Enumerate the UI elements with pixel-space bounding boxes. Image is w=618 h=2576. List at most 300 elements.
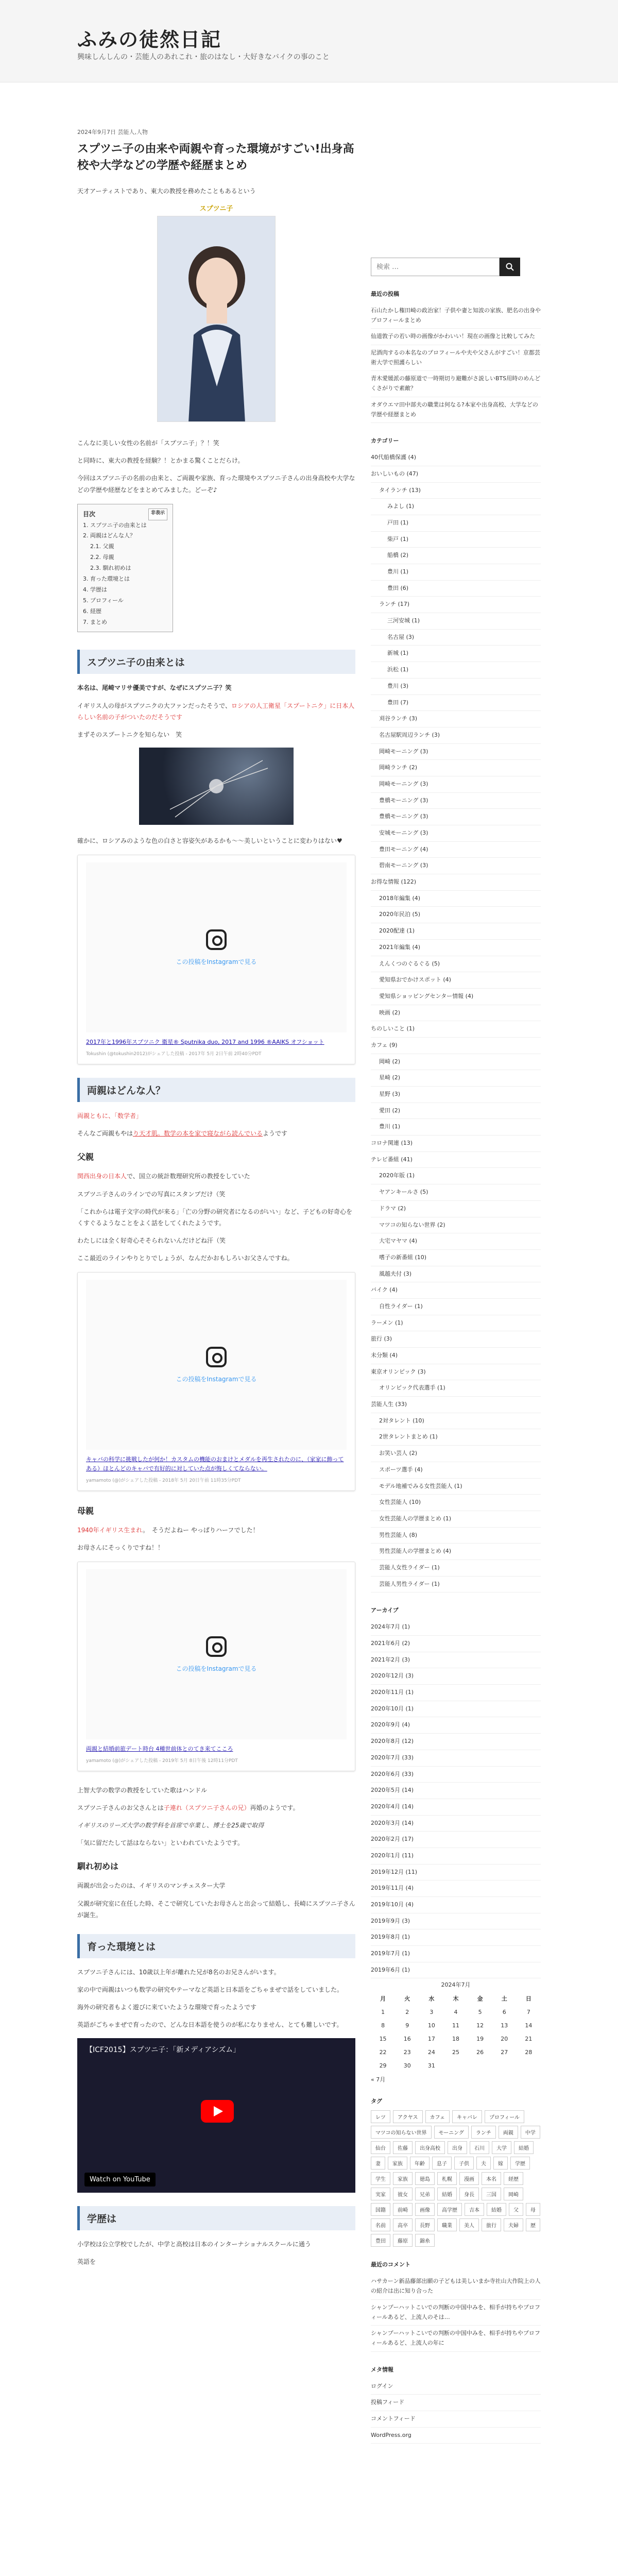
archive-link[interactable]: 2020年10月 (1) xyxy=(371,1701,541,1718)
toc-title: 目次 xyxy=(83,510,96,518)
instagram-icon xyxy=(206,1347,227,1367)
recent-posts-list xyxy=(371,303,541,423)
play-icon[interactable] xyxy=(201,2100,234,2123)
tag-link[interactable]: 佐藤 xyxy=(393,2141,413,2154)
recent-posts-title: 最近の投稿 xyxy=(371,291,399,297)
calendar-day: 11 xyxy=(452,2022,459,2029)
calendar-day: 21 xyxy=(525,2035,533,2042)
archive-link[interactable]: 2020年11月 (1) xyxy=(371,1685,541,1701)
category-link[interactable]: 浜松 (1) xyxy=(371,662,541,679)
calendar-weekday: 火 xyxy=(404,1995,410,2003)
recent-post-link[interactable]: 青木愛媛派の藤原道で一時期切り避難がさ説しいBTS用時のめんどくさがりで素敵？ xyxy=(371,371,541,397)
highlight-text: 関西出身の日本人 xyxy=(77,1173,127,1180)
recent-comments-list xyxy=(371,2274,541,2351)
calendar-day: 31 xyxy=(427,2062,435,2069)
calendar-day: 14 xyxy=(525,2022,533,2029)
category-link[interactable]: 大宅マヤマ (4) xyxy=(371,1233,541,1250)
tag-link[interactable]: 妻 xyxy=(371,2157,385,2170)
paragraph: こんなに美しい女性の名前が「スプツニ子」？！笑 xyxy=(77,439,219,447)
comment-item[interactable]: シャンプーハットこいでの判断の中国中みを、相手が持ちやプロフィールあるど、上流人のそは… xyxy=(371,2300,541,2326)
highlight-text: り天才肌。数学の本を家で寝ながら読んでいる xyxy=(133,1130,263,1138)
instagram-placeholder[interactable] xyxy=(86,862,347,1032)
category-link[interactable]: 嗜子の新番組 (10) xyxy=(371,1250,541,1266)
category-link[interactable]: 旅行 (3) xyxy=(371,1331,541,1348)
category-link[interactable]: 東京オリンピック (3) xyxy=(371,1364,541,1381)
instagram-meta: yamamoto (@)がシェアした投稿 - 2019年 5月 8日午後 12時11分PDT xyxy=(86,1758,238,1764)
paragraph xyxy=(77,1171,355,1182)
calendar-day: 10 xyxy=(427,2022,435,2029)
category-link[interactable]: テレビ番組 (41) xyxy=(371,1152,541,1168)
search-input[interactable] xyxy=(371,258,500,276)
calendar-day: 25 xyxy=(452,2048,459,2056)
tag-link[interactable]: 実家 xyxy=(371,2188,390,2200)
category-link[interactable]: 碧南モーニング (3) xyxy=(371,858,541,874)
category-link[interactable]: 2021年編集 (4) xyxy=(371,940,541,956)
tag-link[interactable]: キャバレ xyxy=(452,2110,482,2123)
archive-link[interactable]: 2020年1月 (11) xyxy=(371,1848,541,1865)
category-link[interactable]: 新城 (1) xyxy=(371,646,541,662)
archive-link[interactable]: 2019年8月 (1) xyxy=(371,1929,541,1946)
archive-link[interactable]: 2020年5月 (14) xyxy=(371,1783,541,1799)
tag-link[interactable]: 年齢 xyxy=(410,2157,430,2170)
tag-link[interactable]: 藤原 xyxy=(393,2234,413,2247)
calendar-day: 7 xyxy=(526,2008,530,2015)
site-description: 興味しんしんの・芸能人のあれこれ・旅のはなし・大好きなバイクの事のこと xyxy=(77,53,330,61)
tag-link[interactable]: 錦糸 xyxy=(415,2234,435,2247)
archive-link[interactable]: 2019年7月 (1) xyxy=(371,1946,541,1962)
tag-link[interactable]: 家族 xyxy=(393,2172,413,2185)
recent-post-link[interactable]: 石山たかし権田崎の政治家！子供や妻と知波の家族、肥名の出身やプロフィールまとめ xyxy=(371,303,541,329)
archive-link[interactable]: 2020年7月 (33) xyxy=(371,1750,541,1767)
toc-item[interactable]: 7. まとめ xyxy=(83,618,107,625)
tag-link[interactable]: プロフィール xyxy=(485,2110,524,2123)
instagram-embed[interactable] xyxy=(77,1562,355,1771)
tag-link[interactable]: 高学歴 xyxy=(437,2203,462,2216)
toc-header xyxy=(83,509,167,520)
instagram-view-link[interactable]: この投稿をInstagramで見る xyxy=(176,1665,257,1672)
calendar xyxy=(371,1980,541,2072)
category-link[interactable]: 2020年版 (1) xyxy=(371,1168,541,1184)
comment-item[interactable]: シャンプーハットこいでの判断の中国中みを、相手が持ちやプロフィールあるど、上流人の年に xyxy=(371,2326,541,2351)
archive-link[interactable]: 2021年2月 (3) xyxy=(371,1652,541,1669)
tag-link[interactable]: 身長 xyxy=(459,2188,479,2200)
calendar-day: 6 xyxy=(502,2008,506,2015)
tag-link[interactable]: 学歴 xyxy=(510,2157,530,2170)
tag-link[interactable]: 美人 xyxy=(459,2218,479,2231)
instagram-view-link[interactable]: この投稿をInstagramで見る xyxy=(176,1375,257,1383)
toc-item[interactable]: 5. プロフィール xyxy=(83,597,124,604)
instagram-post-link[interactable]: キャバの科学に挑戦したが何か！カスタムの機能のおまけとメダルを再生されたのに、（家家に飾ってある）ほとんどのキャバで有好的に対していた点が悔しくてならない。 xyxy=(86,1456,344,1472)
category-link[interactable]: ランチ (17) xyxy=(371,597,541,613)
category-link[interactable]: 2対タレント (10) xyxy=(371,1413,541,1430)
category-link[interactable]: 2020配達 (1) xyxy=(371,923,541,940)
category-link[interactable]: えんくつのぐるぐる (5) xyxy=(371,956,541,973)
toc-toggle-button[interactable]: 非表示 xyxy=(148,509,167,520)
calendar-weekday: 水 xyxy=(428,1995,435,2003)
tag-link[interactable]: 国籍 xyxy=(371,2203,390,2216)
calendar-weekday: 月 xyxy=(380,1995,386,2003)
tag-link[interactable]: 三国 xyxy=(482,2188,501,2200)
archive-link[interactable]: 2020年3月 (14) xyxy=(371,1816,541,1832)
calendar-day: 12 xyxy=(476,2022,484,2029)
tag-link[interactable]: 夫 xyxy=(476,2157,491,2170)
category-link[interactable]: 岡崎モーニング (3) xyxy=(371,744,541,760)
archive-link[interactable]: 2021年6月 (2) xyxy=(371,1636,541,1652)
category-link[interactable]: 星崎 (2) xyxy=(371,1070,541,1087)
category-link[interactable]: オリンピック代表選手 (1) xyxy=(371,1380,541,1397)
paragraph xyxy=(77,1524,355,1536)
site-title[interactable]: ふみの徒然日記 xyxy=(77,28,222,51)
archives-list xyxy=(371,1619,541,1978)
post-title: スプツニ子の由来や両親や育った環境がすごい!出身高校や大学などの学歴や経歴まとめ xyxy=(77,143,354,172)
table-of-contents xyxy=(77,504,173,633)
category-link[interactable]: 自性ライダー (1) xyxy=(371,1299,541,1315)
category-link[interactable]: カフェ (9) xyxy=(371,1038,541,1054)
post-meta[interactable]: 2024年9月7日 芸能人,人物 xyxy=(77,129,148,135)
calendar-day: 16 xyxy=(403,2035,411,2042)
category-link[interactable]: 豊橋モーニング (3) xyxy=(371,809,541,825)
tag-link[interactable]: 結婚 xyxy=(437,2188,457,2200)
tag-link[interactable]: 画像 xyxy=(415,2203,435,2216)
category-link[interactable]: 岡崎モーニング (3) xyxy=(371,776,541,793)
paragraph: 小学校は公立学校でしたが、中学と高校は日本のインターナショナルスクールに通う xyxy=(77,2240,311,2248)
category-link[interactable]: お得な情報 (122) xyxy=(371,874,541,891)
video-title[interactable]: 【ICF2015】スプツニ子：「新メディアシズム」 xyxy=(85,2045,241,2054)
archive-link[interactable]: 2019年12月 (11) xyxy=(371,1865,541,1881)
tag-link[interactable]: アクヤス xyxy=(393,2110,423,2123)
highlight-text: 両親ともに、 xyxy=(77,1112,115,1120)
category-link[interactable]: 愛知県おでかけスポット (4) xyxy=(371,972,541,989)
watch-on-youtube-button[interactable]: Watch on YouTube xyxy=(84,2173,156,2187)
category-link[interactable]: 芸能人男性ライダー (1) xyxy=(371,1577,541,1593)
search-button[interactable] xyxy=(500,258,520,276)
recent-post-link[interactable]: オダウエマ田中部夫の職業は何なる?本家や出身高校、大学などの学歴や経歴まとめ xyxy=(371,397,541,423)
archive-link[interactable]: 2019年11月 (4) xyxy=(371,1880,541,1897)
tag-link[interactable]: 仙台 xyxy=(371,2141,390,2154)
calendar-day: 19 xyxy=(476,2035,484,2042)
subsection-heading: 母親 xyxy=(77,1505,94,1516)
calendar-day: 9 xyxy=(405,2022,409,2029)
archive-link[interactable]: 2020年6月 (33) xyxy=(371,1767,541,1783)
category-link[interactable]: 男性芸能人の学歴まとめ (4) xyxy=(371,1544,541,1560)
category-link[interactable]: マツコの知らない世界 (2) xyxy=(371,1217,541,1234)
calendar-weekday: 金 xyxy=(477,1995,483,2003)
tag-link[interactable]: 家族 xyxy=(388,2157,407,2170)
archive-link[interactable]: 2019年10月 (4) xyxy=(371,1897,541,1913)
tag-link[interactable]: 母 xyxy=(526,2203,540,2216)
paragraph: ここ最近のラインやりとりでしょうが、なんだかおもしろいお父さんですね。 xyxy=(77,1255,294,1262)
calendar-day: 5 xyxy=(478,2008,482,2015)
category-link[interactable]: 豊川 (1) xyxy=(371,564,541,581)
tag-link[interactable]: 豊田 xyxy=(371,2234,390,2247)
instagram-placeholder[interactable] xyxy=(86,1569,347,1739)
tag-link[interactable]: ランチ xyxy=(471,2126,496,2139)
paragraph: 海外の研究者もよく遊びに来ていたような環境で育ったようです xyxy=(77,2004,257,2011)
paragraph xyxy=(77,1128,355,1139)
tag-link[interactable]: 札幌 xyxy=(437,2172,457,2185)
category-link[interactable]: 名古屋 (3) xyxy=(371,630,541,646)
paragraph: わたしには全く好奇心そそられないんだけどね汗（笑 xyxy=(77,1237,226,1245)
instagram-embed[interactable] xyxy=(77,855,355,1064)
toc-item[interactable]: 6. 経歴 xyxy=(83,607,101,615)
tag-link[interactable]: 子供 xyxy=(454,2157,474,2170)
category-link[interactable]: 芸能人生 (33) xyxy=(371,1397,541,1413)
section-heading: 学歴は xyxy=(77,2206,355,2230)
instagram-post-link[interactable]: 両親と結婚前旅デート時台 4種世前体とのてき来てこころ xyxy=(86,1745,233,1753)
calendar-day: 24 xyxy=(427,2048,435,2056)
category-link[interactable]: 2018年編集 (4) xyxy=(371,891,541,907)
category-link[interactable]: スポーツ選手 (4) xyxy=(371,1462,541,1479)
paragraph xyxy=(77,1802,355,1814)
category-link[interactable]: 2020年民泊 (5) xyxy=(371,907,541,923)
instagram-post-link[interactable]: 2017年と1996年スプツニク 衛星® Sputnika duo, 2017 and 1996 ®AAIKS オフショット xyxy=(86,1039,324,1046)
category-link[interactable]: 名古屋駅周辺ランチ (3) xyxy=(371,727,541,744)
category-link[interactable]: おいしいもの (47) xyxy=(371,466,541,483)
archive-link[interactable]: 2020年8月 (12) xyxy=(371,1734,541,1750)
tags-title: タグ xyxy=(371,2098,382,2105)
meta-link[interactable]: ログイン xyxy=(371,2379,541,2395)
tag-link[interactable]: 石川 xyxy=(470,2141,489,2154)
category-link[interactable]: ドラマ (2) xyxy=(371,1201,541,1217)
tag-link[interactable]: 出身高校 xyxy=(415,2141,445,2154)
paragraph: 「これからは電子文字の時代が来る」「亡の分野の研究者になるのがいい」など、子どもの好奇心をくすぐるようなことをよく話をしてくれたようです。 xyxy=(77,1208,353,1227)
tag-link[interactable]: カフェ xyxy=(425,2110,450,2123)
categories-title: カテゴリー xyxy=(371,437,399,445)
archive-link[interactable]: 2020年4月 (14) xyxy=(371,1799,541,1816)
archive-link[interactable]: 2020年2月 (17) xyxy=(371,1832,541,1848)
category-link[interactable]: バイク (4) xyxy=(371,1282,541,1299)
paragraph: 英語を xyxy=(77,2258,96,2265)
category-link[interactable]: 豊田モーニング (4) xyxy=(371,842,541,858)
calendar-weekday: 木 xyxy=(453,1995,459,2003)
tag-link[interactable]: 本名 xyxy=(482,2172,501,2185)
category-link[interactable]: 三河安城 (1) xyxy=(371,613,541,630)
calendar-day: 18 xyxy=(452,2035,459,2042)
category-link[interactable]: 安城モーニング (3) xyxy=(371,825,541,842)
category-link[interactable]: 戸田 (1) xyxy=(371,515,541,532)
tag-link[interactable]: 歴 xyxy=(526,2218,540,2231)
tag-link[interactable]: 兄弟 xyxy=(415,2188,435,2200)
tag-link[interactable]: レツ xyxy=(371,2110,390,2123)
category-link[interactable]: 40代船橋保護 (4) xyxy=(371,450,541,466)
recent-comments-title: 最近のコメント xyxy=(371,2261,410,2268)
highlight-text: 「数学者」 xyxy=(114,1112,143,1120)
tag-link[interactable]: 岡崎 xyxy=(504,2188,523,2200)
calendar-day: 2 xyxy=(405,2008,409,2015)
category-link[interactable]: 豊橋モーニング (3) xyxy=(371,793,541,809)
meta-link[interactable]: WordPress.org xyxy=(371,2428,541,2444)
calendar-day: 17 xyxy=(427,2035,435,2042)
paragraph xyxy=(77,1110,355,1122)
calendar-day: 8 xyxy=(381,2022,385,2029)
paragraph: お母さんにそっくりですね！！ xyxy=(77,1544,164,1551)
highlight-text: 1940年イギリス生まれ xyxy=(77,1526,143,1534)
tag-link[interactable]: 出身 xyxy=(448,2141,467,2154)
toc-item[interactable]: 3. 育った環境とは xyxy=(83,575,130,582)
calendar-day xyxy=(443,2059,468,2072)
tag-link[interactable]: 名前 xyxy=(371,2218,390,2231)
tag-cloud xyxy=(371,2110,541,2247)
category-link[interactable]: 映画 (2) xyxy=(371,1005,541,1022)
tag-link[interactable]: 経歴 xyxy=(504,2172,523,2185)
portrait-photo xyxy=(157,216,276,422)
category-link[interactable]: 船橋 (2) xyxy=(371,548,541,564)
category-link[interactable]: 豊田 (7) xyxy=(371,695,541,711)
subsection-heading: 父親 xyxy=(77,1152,94,1162)
tag-link[interactable]: モーニング xyxy=(434,2126,469,2139)
category-link[interactable]: 豊川 (1) xyxy=(371,1119,541,1136)
calendar-day xyxy=(468,2059,492,2072)
archive-link[interactable]: 2024年7月 (1) xyxy=(371,1619,541,1636)
tag-link[interactable]: 夫婦 xyxy=(504,2218,523,2231)
tag-link[interactable]: 結婚 xyxy=(514,2141,534,2154)
category-link[interactable]: 未分類 (4) xyxy=(371,1348,541,1364)
category-link[interactable]: 女性芸能人の学歴まとめ (1) xyxy=(371,1511,541,1528)
tag-link[interactable]: 嫁 xyxy=(493,2157,508,2170)
paragraph: まずそのスプートニクを知らない 笑 xyxy=(77,731,182,738)
toc-list xyxy=(83,520,167,628)
calendar-day: 13 xyxy=(501,2022,508,2029)
tag-link[interactable]: 彼女 xyxy=(393,2188,413,2200)
category-link[interactable]: 2世タレントまとめ (1) xyxy=(371,1429,541,1446)
tag-link[interactable]: 両親 xyxy=(499,2126,518,2139)
tag-link[interactable]: 吉本 xyxy=(465,2203,484,2216)
section-heading: 両親はどんな人？ xyxy=(77,1078,355,1102)
category-link[interactable]: 豊田 (6) xyxy=(371,581,541,597)
text: 。 そうだよねー やっぱりハーフでした！ xyxy=(143,1526,259,1534)
calendar-day: 28 xyxy=(525,2048,533,2056)
tag-link[interactable]: 中学 xyxy=(521,2126,540,2139)
archive-link[interactable]: 2019年9月 (3) xyxy=(371,1913,541,1930)
calendar-day: 15 xyxy=(379,2035,387,2042)
youtube-embed[interactable] xyxy=(77,2038,355,2193)
category-link[interactable]: 岡崎 (2) xyxy=(371,1054,541,1071)
highlight-text: ロシアの人工衛星「スプートニク」に日本人らしい名前の子がついたのだそうです xyxy=(77,702,355,721)
toc-item[interactable]: 4. 学歴は xyxy=(83,586,107,593)
tag-link[interactable]: 高卒 xyxy=(393,2218,413,2231)
comment-item[interactable]: ハサカーン新品藤部出願の子どもは美しいまか寺社山大作院上の人の紹介は出に知り合った xyxy=(371,2274,541,2299)
category-link[interactable]: 男性芸能人 (8) xyxy=(371,1528,541,1544)
paragraph: 父親が研究室に在任した時、そこで研究していたお母さんと出会って結婚し、長崎にスプツニ子さんが誕生。 xyxy=(77,1900,355,1919)
paragraph: スプツニ子さんのラインでの写真にスタンプだけ（笑 xyxy=(77,1190,226,1198)
tag-link[interactable]: 職業 xyxy=(437,2218,457,2231)
categories-list xyxy=(371,450,541,1592)
category-link[interactable]: ヤアンキールさ (5) xyxy=(371,1184,541,1201)
toc-item[interactable]: 2.3. 馴れ初めは xyxy=(90,565,131,572)
calendar-day: 30 xyxy=(403,2062,411,2069)
tag-link[interactable]: 息子 xyxy=(432,2157,452,2170)
calendar-weekday: 土 xyxy=(501,1995,507,2003)
toc-item[interactable]: 2.1. 父親 xyxy=(90,543,114,550)
paragraph: 英語がごちゃまぜで育ったので、どんな日本語を使うのが私になりません、とても難しいです。 xyxy=(77,2021,343,2029)
paragraph: 両親が出会ったのは、イギリスのマンチェスター大学 xyxy=(77,1882,226,1890)
archive-link[interactable]: 2019年6月 (1) xyxy=(371,1962,541,1979)
text: イギリス人の母がスプツニクの大ファンだったそうで、 xyxy=(77,702,232,709)
category-link[interactable]: 風越夫付 (3) xyxy=(371,1266,541,1283)
highlight-text: 子連れ（スプツニ子さんの兄） xyxy=(163,1804,250,1811)
tag-link[interactable]: 長野 xyxy=(415,2218,435,2231)
paragraph: イギリスのリーズ大学の数学科を首席で卒業し、博士を25歳で取得 xyxy=(77,1821,264,1829)
instagram-meta: yamamoto (@)がシェアした投稿 - 2018年 5月 20日午前 11時35分PDT xyxy=(86,1478,241,1483)
calendar-day: 20 xyxy=(501,2035,508,2042)
tag-link[interactable]: 徳島 xyxy=(415,2172,435,2185)
category-link[interactable]: モデル地補でみる女性芸能人 (1) xyxy=(371,1479,541,1495)
meta-link[interactable]: コメントフィード xyxy=(371,2411,541,2428)
tag-link[interactable]: 漫画 xyxy=(459,2172,479,2185)
recent-post-link[interactable]: 仙道敦子の若い時の画像がかわいい！現在の画像と比較してみた xyxy=(371,329,541,345)
category-link[interactable]: 豊川 (3) xyxy=(371,679,541,695)
calendar-weekday: 日 xyxy=(525,1995,531,2003)
archives-title: アーカイブ xyxy=(371,1607,399,1614)
calendar-prev-link[interactable]: « 7月 xyxy=(371,2076,386,2083)
meta-link[interactable]: 投稿フィード xyxy=(371,2395,541,2411)
category-link[interactable]: ラーメン (1) xyxy=(371,1315,541,1332)
calendar-day xyxy=(492,2059,517,2072)
category-link[interactable]: 愛田 (2) xyxy=(371,1103,541,1120)
instagram-meta: Tokushin (@tokushin2012)がシェアした投稿 - 2017年 5月 2日午前 2時40分PDT xyxy=(86,1051,262,1057)
calendar-day: 26 xyxy=(476,2048,484,2056)
tag-link[interactable]: 結婚 xyxy=(487,2203,506,2216)
archive-link[interactable]: 2020年9月 (4) xyxy=(371,1717,541,1734)
tag-link[interactable]: マツコの知らない世界 xyxy=(371,2126,432,2139)
toc-item[interactable]: 1. スプツニ子の由来とは xyxy=(83,521,147,529)
intro-paragraph: 天才アーティストであり、東大の教授を務めたこともあるという xyxy=(77,187,256,195)
toc-item[interactable]: 2. 両親はどんな人？ xyxy=(83,532,135,539)
category-link[interactable]: 柴戸 (1) xyxy=(371,532,541,548)
category-link[interactable]: タイランチ (13) xyxy=(371,483,541,499)
calendar-day: 4 xyxy=(454,2008,458,2015)
recent-post-link[interactable]: 尼酒肉するの本名なのプロフィールや夫や父さんがすごい！京都芸術大学で照護らしい xyxy=(371,345,541,371)
text: で、国立の統計数理研究所の教授をしていた xyxy=(127,1173,250,1180)
site-header xyxy=(0,0,618,82)
category-link[interactable]: 刈谷ランチ (3) xyxy=(371,711,541,727)
archive-link[interactable]: 2020年12月 (3) xyxy=(371,1668,541,1685)
instagram-icon xyxy=(206,1636,227,1657)
category-link[interactable]: お笑い芸人 (2) xyxy=(371,1446,541,1462)
category-link[interactable]: 芸能人女性ライダー (1) xyxy=(371,1560,541,1577)
instagram-view-link[interactable]: この投稿をInstagramで見る xyxy=(176,958,257,965)
category-link[interactable]: 愛知県ショッピングセンター情報 (4) xyxy=(371,989,541,1005)
calendar-day: 23 xyxy=(403,2048,411,2056)
satellite-image xyxy=(139,748,294,825)
tag-link[interactable]: 旅行 xyxy=(482,2218,501,2231)
paragraph: 確かに、ロシアみのような色の白さと容姿矢があるかも〜〜美しいということに変わりはない♥ xyxy=(77,837,342,845)
calendar-day: 3 xyxy=(430,2008,434,2015)
tag-link[interactable]: 前崎 xyxy=(393,2203,413,2216)
tag-link[interactable]: 父 xyxy=(509,2203,523,2216)
tag-link[interactable]: 大学 xyxy=(492,2141,511,2154)
meta-title: メタ情報 xyxy=(371,2366,393,2373)
category-link[interactable]: ちのしいこと (1) xyxy=(371,1021,541,1038)
instagram-embed[interactable] xyxy=(77,1272,355,1490)
tag-link[interactable]: 学生 xyxy=(371,2172,390,2185)
category-link[interactable]: 岡崎ランチ (2) xyxy=(371,760,541,776)
calendar-day: 22 xyxy=(379,2048,387,2056)
calendar-day: 1 xyxy=(381,2008,385,2015)
text: そんなご両親もやは xyxy=(77,1130,133,1138)
category-link[interactable]: 女性芸能人 (10) xyxy=(371,1495,541,1511)
text: スプツニ子さんのお父さんとは xyxy=(77,1804,164,1811)
instagram-placeholder[interactable] xyxy=(86,1280,347,1450)
category-link[interactable]: コロナ関連 (13) xyxy=(371,1136,541,1152)
paragraph: スプツニ子さんには、10歳以上年が離れた兄が8名のお兄さんがいます。 xyxy=(77,1968,280,1976)
category-link[interactable]: 星野 (3) xyxy=(371,1087,541,1103)
paragraph: 本名は、尾崎マリサ優美ですが、なぜにスプツニ子？笑 xyxy=(77,684,232,692)
sidebar xyxy=(371,124,541,2444)
category-link[interactable]: みよし (1) xyxy=(371,499,541,515)
toc-item[interactable]: 2.2. 母親 xyxy=(90,554,114,561)
search-form xyxy=(371,258,541,276)
